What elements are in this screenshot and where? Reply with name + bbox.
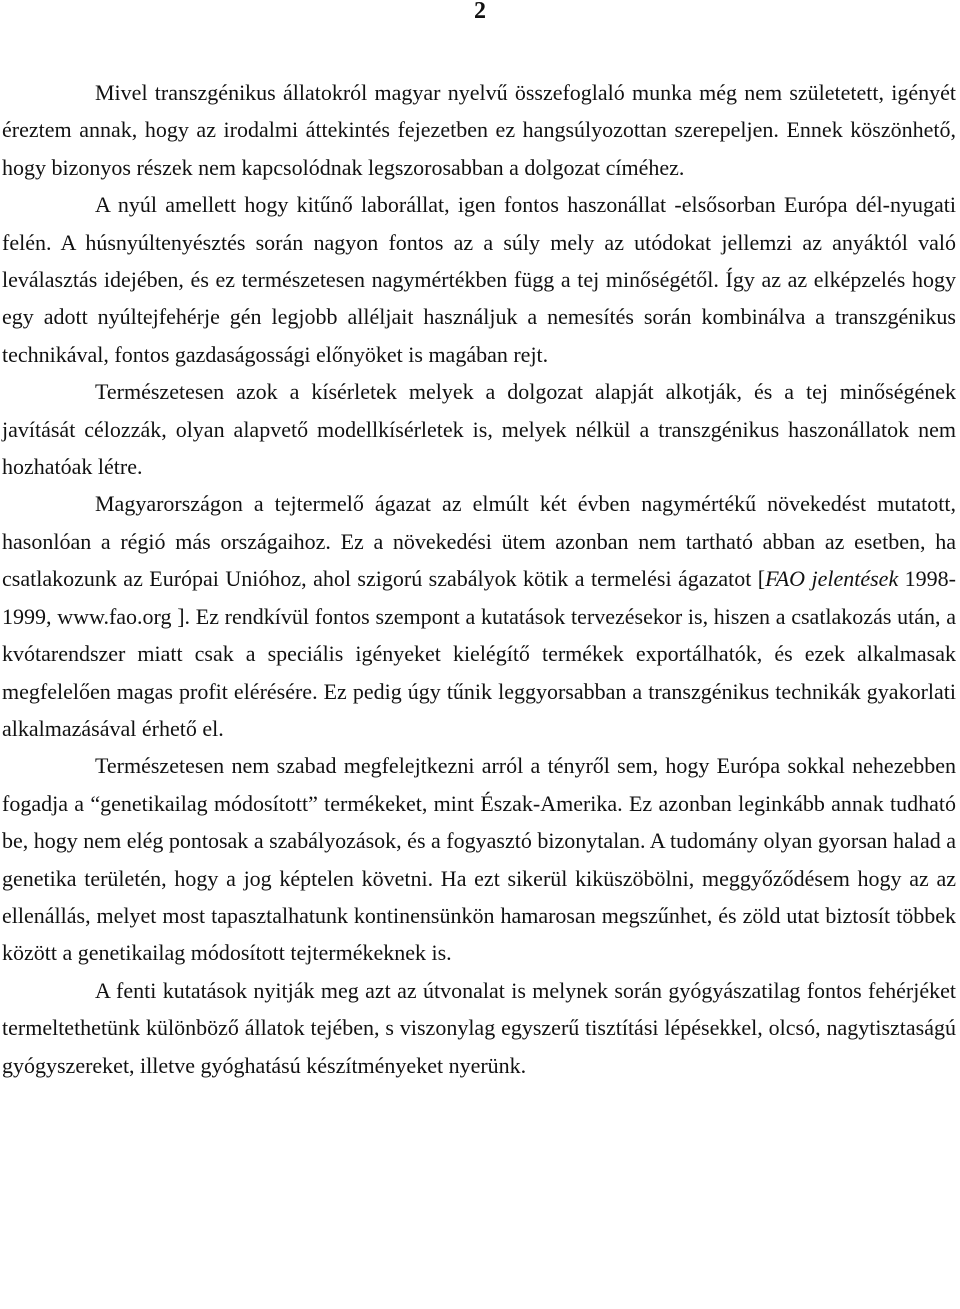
body-text [2,74,956,1084]
page-number: 2 [474,0,486,24]
paragraph-1: Mivel transzgénikus állatokról magyar nyelvű összefoglaló munka még nem születetett, igényét éreztem annak, hogy az irodalmi áttekintés fejezetben ez hangsúlyozottan szerepeljen. Ennek köszönhető, hogy bizonyos részek nem kapcsolódnak legszorosabban a dolgozat címéhez. [2,80,956,180]
paragraph-2: A nyúl amellett hogy kitűnő laborállat, igen fontos haszonállat -elsősorban Európa dél-nyugati felén. A húsnyúltenyésztés során nagyon fontos az a súly mely az utódokat jellemzi az anyáktól való leválasztás idejében, és ez természetesen nagymértékben függ a tej minőségétől. Így az az elképzelés hogy egy adott nyúltejfehérje gén legjobb alléljait használjuk a nemesítés során kombinálva a transzgénikus technikával, fontos gazdaságossági előnyöket is magában rejt. [2,192,956,367]
citation-italic: FAO jelentések [765,566,899,592]
paragraph-4 [2,485,956,747]
paragraph-5: Természetesen nem szabad megfelejtkezni arról a tényről sem, hogy Európa sokkal nehezebben fogadja a “genetikailag módosított” termékeket, mint Észak-Amerika. Ez azonban leginkább annak tudható be, hogy nem elég pontosak a szabályozások, és a fogyasztó bizonytalan. A tudomány olyan gyorsan halad a genetika területén, hogy a jog képtelen követni. Ha ezt sikerül kiküszöbölni, meggyőződésem hogy az az ellenállás, melyet most tapasztalhatunk kontinensünkön hamarosan megszűnhet, és zöld utat biztosít többek között a genetikailag módosított tejtermékeknek is. [2,753,956,966]
paragraph-3: Természetesen azok a kísérletek melyek a dolgozat alapját alkotják, és a tej minőségének javítását célozzák, olyan alapvető modellkísérletek is, melyek nélkül a transzgénikus haszonállatok nem hozhatóak létre. [2,379,956,480]
paragraph-6: A fenti kutatások nyitják meg azt az útvonalat is melynek során gyógyászatilag fontos fehérjéket termeltethetünk különböző állatok tejében, s viszonylag egyszerű tisztítási lépésekkel, olcsó, nagytisztaságú gyógyszereket, illetve gyóghatású készítményeket nyerünk. [2,977,956,1078]
paragraph-4-text-b: 1998-1999, www.fao.org ]. Ez rendkívül fontos szempont a kutatások tervezésekor is, hiszen a csatlakozás után, a kvótarendszer miatt csak a speciális igényeket kielégítő termékek exportálhatók, és ezek alkalmasak megfelelően magas profit elérésére. Ez pedig úgy tűnik leggyorsabban a transzgénikus technikák gyakorlati alkalmazásával érhető el. [2,566,956,741]
paragraph-4-text-a: Magyarországon a tejtermelő ágazat az elmúlt két évben nagymértékű növekedést mutatott, hasonlóan a régió más országaihoz. Ez a növekedési ütem azonban nem tartható abban az esetben, ha csatlakozunk az Európai Unióhoz, ahol szigorú szabályok kötik a termelési ágazatot [ [2,491,956,592]
